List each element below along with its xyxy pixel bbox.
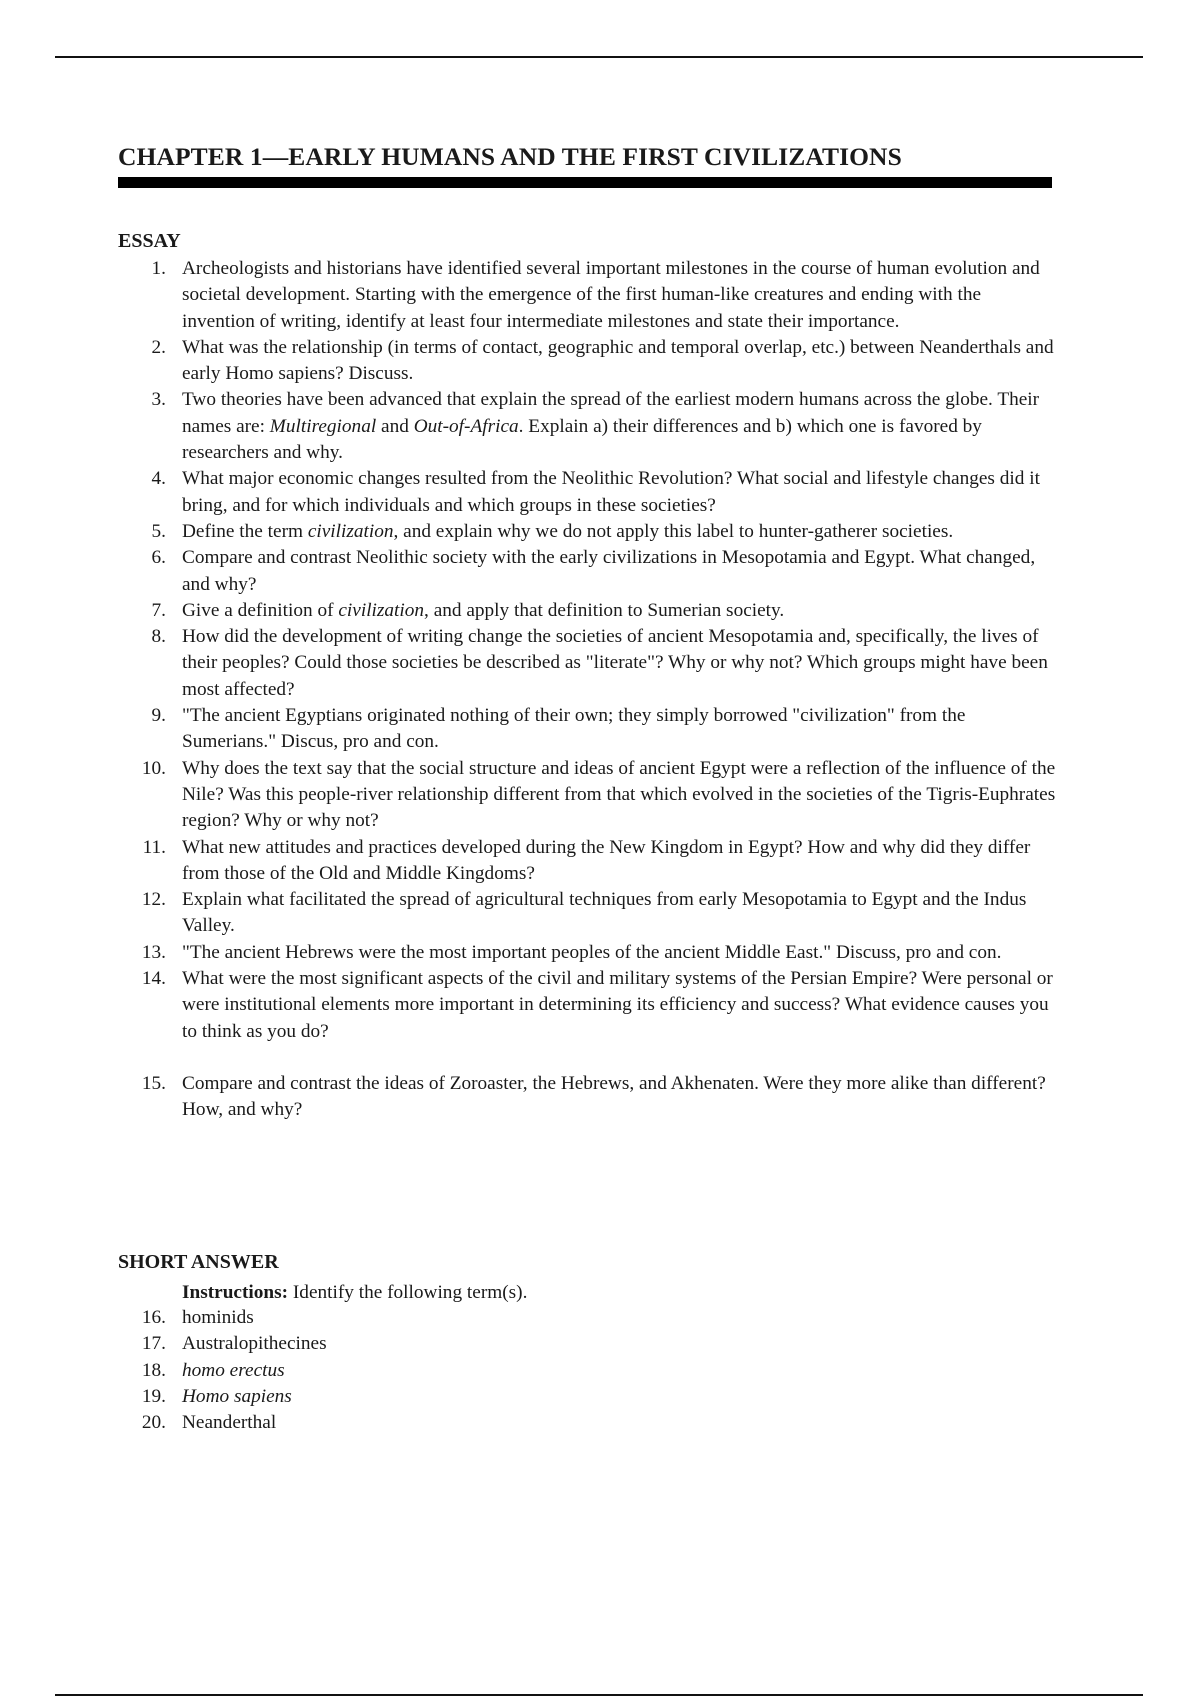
short-answer-term xyxy=(118,1331,1058,1357)
essay-question xyxy=(118,1071,1058,1124)
text-run: . Explain a) their differences and b) which one is favored by researchers and why. xyxy=(182,415,982,464)
question-number: 10. xyxy=(141,757,166,779)
text-run: Neanderthal xyxy=(182,1412,277,1434)
text-run: What were the most significant aspects of the civil and military systems of the Persian Empire? Were personal or were institutional elements more important in determining its efficiency and success? What evidence causes you to think as you do? xyxy=(182,968,1053,1042)
essay-question xyxy=(118,756,1058,835)
question-text xyxy=(182,519,1058,545)
essay-heading: ESSAY xyxy=(118,230,181,252)
question-number: 18. xyxy=(141,1359,166,1381)
italic-term: civilization xyxy=(338,599,425,621)
question-text xyxy=(182,1358,1058,1384)
question-number: 15. xyxy=(141,1072,166,1094)
text-run: Compare and contrast the ideas of Zoroaster, the Hebrews, and Akhenaten. Were they more alike than different? How, and why? xyxy=(182,1072,1046,1121)
short-answer-term xyxy=(118,1384,1058,1410)
essay-question xyxy=(118,624,1058,703)
essay-question xyxy=(118,703,1058,756)
essay-question xyxy=(118,466,1058,519)
question-number: 19. xyxy=(141,1385,166,1407)
question-number: 14. xyxy=(141,968,166,990)
instructions-text: Identify the following term(s). xyxy=(288,1282,528,1303)
question-number: 17. xyxy=(141,1333,166,1355)
text-run: , and explain why we do not apply this label to hunter-gatherer societies. xyxy=(393,520,954,542)
question-text xyxy=(182,335,1058,388)
page-top-rule xyxy=(55,56,1143,58)
question-number: 9. xyxy=(151,705,166,727)
short-answer-term-list xyxy=(118,1305,1058,1436)
essay-question xyxy=(118,598,1058,624)
question-number: 13. xyxy=(141,941,166,963)
short-answer-instructions xyxy=(182,1280,527,1306)
page-bottom-rule xyxy=(55,1694,1143,1696)
text-run: What new attitudes and practices developed during the New Kingdom in Egypt? How and why did they differ from those of the Old and Middle Kingdoms? xyxy=(182,836,1031,884)
question-text xyxy=(182,1384,1058,1410)
question-text xyxy=(182,703,1058,756)
essay-question xyxy=(118,545,1058,598)
short-answer-term xyxy=(118,1305,1058,1331)
text-run: , and apply that definition to Sumerian society. xyxy=(424,599,785,621)
italic-term: Homo sapiens xyxy=(182,1385,292,1407)
essay-question xyxy=(118,835,1058,888)
question-text xyxy=(182,387,1058,466)
text-run: Define the term xyxy=(182,520,308,542)
question-number: 8. xyxy=(151,626,166,648)
question-number: 3. xyxy=(151,389,166,411)
question-text xyxy=(182,466,1058,519)
question-number: 7. xyxy=(151,599,166,621)
question-text xyxy=(182,598,1058,624)
question-number: 12. xyxy=(141,889,166,911)
text-run: Australopithecines xyxy=(182,1333,327,1355)
essay-question-list xyxy=(118,256,1058,1124)
text-run: "The ancient Egyptians originated nothing of their own; they simply borrowed "civilization" from the Sumerians." Discus, pro and con. xyxy=(182,705,966,753)
text-run: What major economic changes resulted from the Neolithic Revolution? What social and lifestyle changes did it bring, and for which individuals and which groups in these societies? xyxy=(182,468,1040,516)
question-text xyxy=(182,835,1058,888)
instructions-label: Instructions: xyxy=(182,1282,289,1303)
essay-question xyxy=(118,387,1058,466)
question-text xyxy=(182,756,1058,835)
question-text xyxy=(182,966,1058,1045)
question-text xyxy=(182,887,1058,940)
question-number: 6. xyxy=(151,547,166,569)
text-run: Two theories have been advanced that explain the spread of the earliest modern humans across the globe. Their names are: xyxy=(182,389,1040,437)
text-run: Archeologists and historians have identified several important milestones in the course of human evolution and societal development. Starting with the emergence of the first human-like creatures and ending with the invention of writing, identify at least four intermediate milestones and state their importance. xyxy=(182,258,1040,332)
chapter-title-underline xyxy=(118,177,1052,188)
question-text xyxy=(182,624,1058,703)
question-text xyxy=(182,940,1058,966)
italic-term: homo erectus xyxy=(182,1359,285,1381)
italic-term: Multiregional xyxy=(269,415,377,437)
question-number: 1. xyxy=(151,258,166,279)
essay-question xyxy=(118,940,1058,966)
essay-question xyxy=(118,256,1058,335)
chapter-title: CHAPTER 1—EARLY HUMANS AND THE FIRST CIVILIZATIONS xyxy=(118,142,902,171)
question-text xyxy=(182,1071,1058,1124)
essay-question xyxy=(118,519,1058,545)
short-answer-term xyxy=(118,1410,1058,1436)
essay-question xyxy=(118,335,1058,388)
question-text xyxy=(182,1410,1058,1436)
text-run: What was the relationship (in terms of contact, geographic and temporal overlap, etc.) between Neanderthals and early Homo sapiens? Discuss. xyxy=(182,336,1054,385)
question-number: 5. xyxy=(151,520,166,542)
text-run: Compare and contrast Neolithic society with the early civilizations in Mesopotamia and Egypt. What changed, and why? xyxy=(182,547,1036,595)
text-run: "The ancient Hebrews were the most important peoples of the ancient Middle East." Discuss, pro and con. xyxy=(182,941,1002,963)
essay-question xyxy=(118,887,1058,940)
text-run: hominids xyxy=(182,1307,254,1328)
question-text xyxy=(182,1331,1058,1357)
text-run: How did the development of writing change the societies of ancient Mesopotamia and, specifically, the lives of their peoples? Could those societies be described as "literate"? Why or why not? Which groups might have been most affected? xyxy=(182,626,1048,700)
question-number: 20. xyxy=(141,1412,166,1434)
short-answer-term xyxy=(118,1358,1058,1384)
question-number: 2. xyxy=(151,336,166,358)
italic-term: Out-of-Africa xyxy=(413,415,519,437)
question-number: 4. xyxy=(151,468,166,490)
question-text xyxy=(182,1305,1058,1331)
question-number: 11. xyxy=(142,836,166,858)
text-run: Explain what facilitated the spread of agricultural techniques from early Mesopotamia to Egypt and the Indus Valley. xyxy=(182,889,1027,937)
text-run: Give a definition of xyxy=(182,599,339,621)
text-run: and xyxy=(376,415,414,437)
essay-question xyxy=(118,966,1058,1045)
question-text xyxy=(182,545,1058,598)
text-run: Why does the text say that the social structure and ideas of ancient Egypt were a reflection of the influence of the Nile? Was this people-river relationship different from that which evolved in the societies of the Tigris-Euphrates region? Why or why not? xyxy=(182,757,1056,832)
question-text xyxy=(182,256,1058,335)
italic-term: civilization xyxy=(307,520,394,542)
question-number: 16. xyxy=(141,1307,166,1328)
short-answer-heading: SHORT ANSWER xyxy=(118,1251,279,1273)
